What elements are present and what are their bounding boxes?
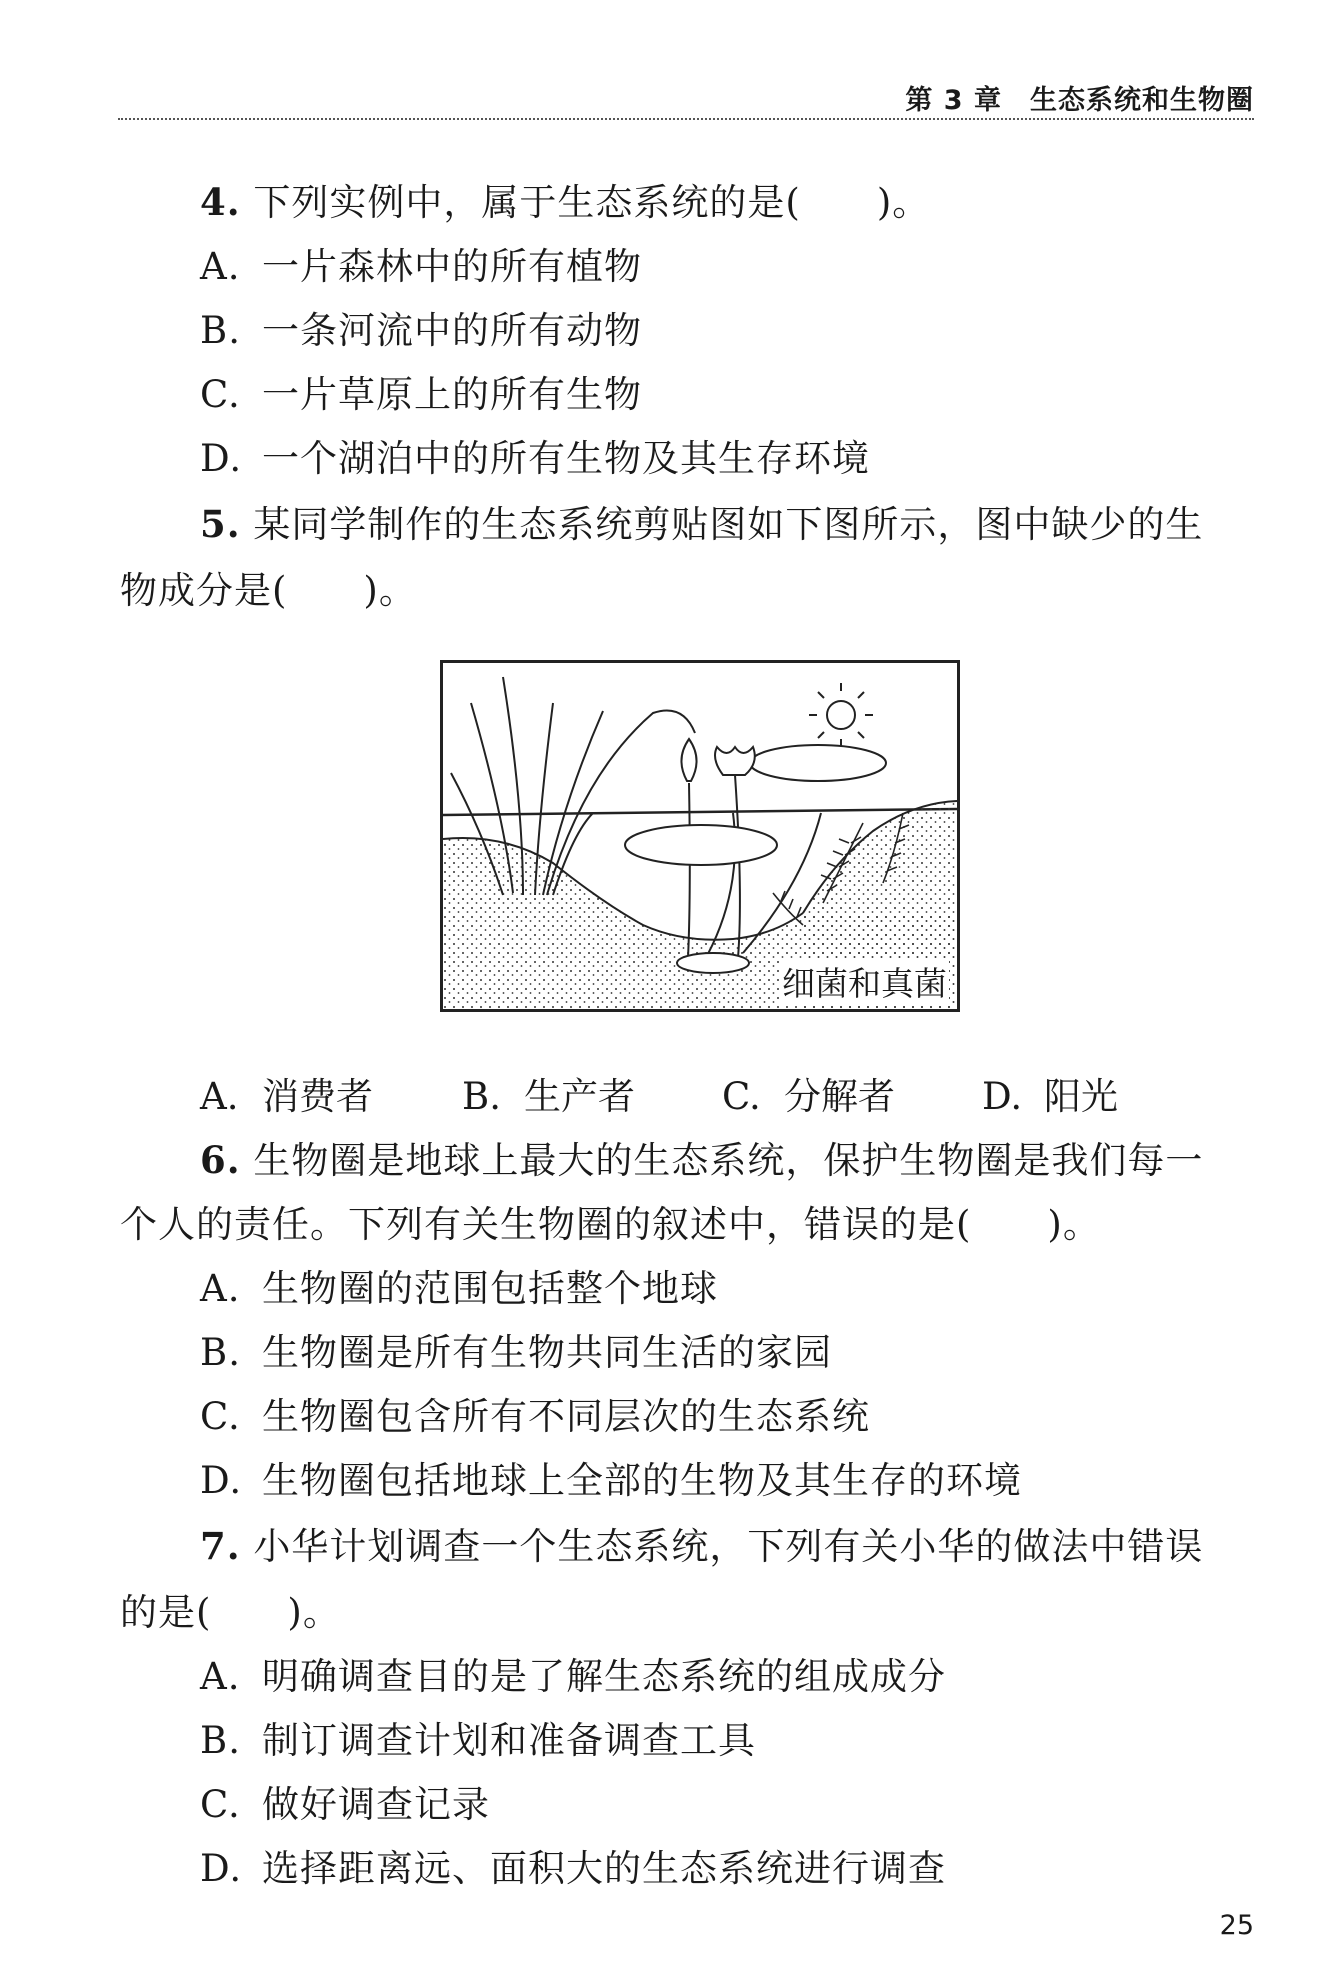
option-text: 分解者 [784,1075,895,1118]
question-5-option-b [462,1066,635,1120]
question-6-option-d [200,1450,1022,1504]
question-6-stem-line1 [200,1130,1203,1184]
figure-label: 细菌和真菌 [780,958,949,1005]
option-text: 一个湖泊中的所有生物及其生存环境 [262,437,870,480]
option-text: 一条河流中的所有动物 [262,309,642,352]
question-7-option-a [200,1646,946,1700]
option-letter: C. [722,1075,761,1118]
option-text: 选择距离远、面积大的生态系统进行调查 [262,1847,946,1890]
chapter-title: 生态系统和生物圈 [1030,85,1254,116]
option-letter: D. [200,437,243,480]
option-letter: A. [200,245,241,288]
option-letter: D. [200,1459,243,1502]
option-text: 做好调查记录 [262,1783,490,1826]
question-5-option-c [722,1066,895,1120]
question-6-number: 6. [200,1138,241,1182]
option-text: 阳光 [1044,1075,1118,1118]
option-text: 消费者 [262,1075,373,1118]
option-text: 制订调查计划和准备调查工具 [262,1719,756,1762]
chapter-header [905,78,1254,117]
option-letter: B. [200,309,241,352]
question-6-text-line1: 生物圈是地球上最大的生态系统，保护生物圈是我们每一 [253,1139,1204,1182]
question-4-option-c [200,364,642,418]
question-7-option-d [200,1838,946,1892]
question-7-stem-line1 [200,1516,1203,1570]
question-4-text: 下列实例中，属于生态系统的是( )。 [253,181,931,224]
option-letter: C. [200,1783,241,1826]
question-4-stem [200,172,930,226]
option-text: 生物圈的范围包括整个地球 [262,1267,718,1310]
question-5-stem-line1 [200,494,1203,548]
question-7-text-line1: 小华计划调查一个生态系统，下列有关小华的做法中错误 [253,1525,1204,1568]
option-letter: B. [200,1719,241,1762]
option-text: 生物圈是所有生物共同生活的家园 [262,1331,832,1374]
option-letter: A. [200,1075,239,1118]
question-6-stem-line2: 个人的责任。下列有关生物圈的叙述中，错误的是( )。 [120,1203,1101,1246]
sun-icon [809,683,873,747]
question-7-stem-line2: 的是( )。 [120,1591,341,1634]
question-4-option-b [200,300,642,354]
header-dotted-rule [118,118,1254,120]
question-6-option-c [200,1386,870,1440]
option-letter: A. [200,1267,241,1310]
option-letter: D. [982,1075,1023,1118]
question-4-option-d [200,428,870,482]
option-letter: B. [200,1331,241,1374]
question-6-option-a [200,1258,718,1312]
page-number: 25 [1219,1910,1254,1941]
option-text: 明确调查目的是了解生态系统的组成成分 [262,1655,946,1698]
option-text: 生产者 [524,1075,635,1118]
question-5-option-d [982,1066,1118,1120]
question-5-text-line1: 某同学制作的生态系统剪贴图如下图所示，图中缺少的生 [253,503,1204,546]
option-letter: D. [200,1847,243,1890]
option-text: 一片草原上的所有生物 [262,373,642,416]
question-7-number: 7. [200,1524,241,1568]
question-5-option-a [200,1066,373,1120]
option-text: 生物圈包括地球上全部的生物及其生存的环境 [262,1459,1022,1502]
question-7-option-c [200,1774,490,1828]
option-letter: B. [462,1075,501,1118]
question-5-stem-line2: 物成分是( )。 [120,569,417,612]
pond-ecosystem-figure [440,660,960,1012]
question-6-option-b [200,1322,832,1376]
chapter-number: 第 3 章 [905,85,1002,116]
option-letter: A. [200,1655,241,1698]
question-5-number: 5. [200,502,241,546]
question-4-number: 4. [200,180,241,224]
question-4-option-a [200,236,642,290]
option-text: 生物圈包含所有不同层次的生态系统 [262,1395,870,1438]
option-text: 一片森林中的所有植物 [262,245,642,288]
option-letter: C. [200,1395,241,1438]
option-letter: C. [200,373,241,416]
question-7-option-b [200,1710,756,1764]
